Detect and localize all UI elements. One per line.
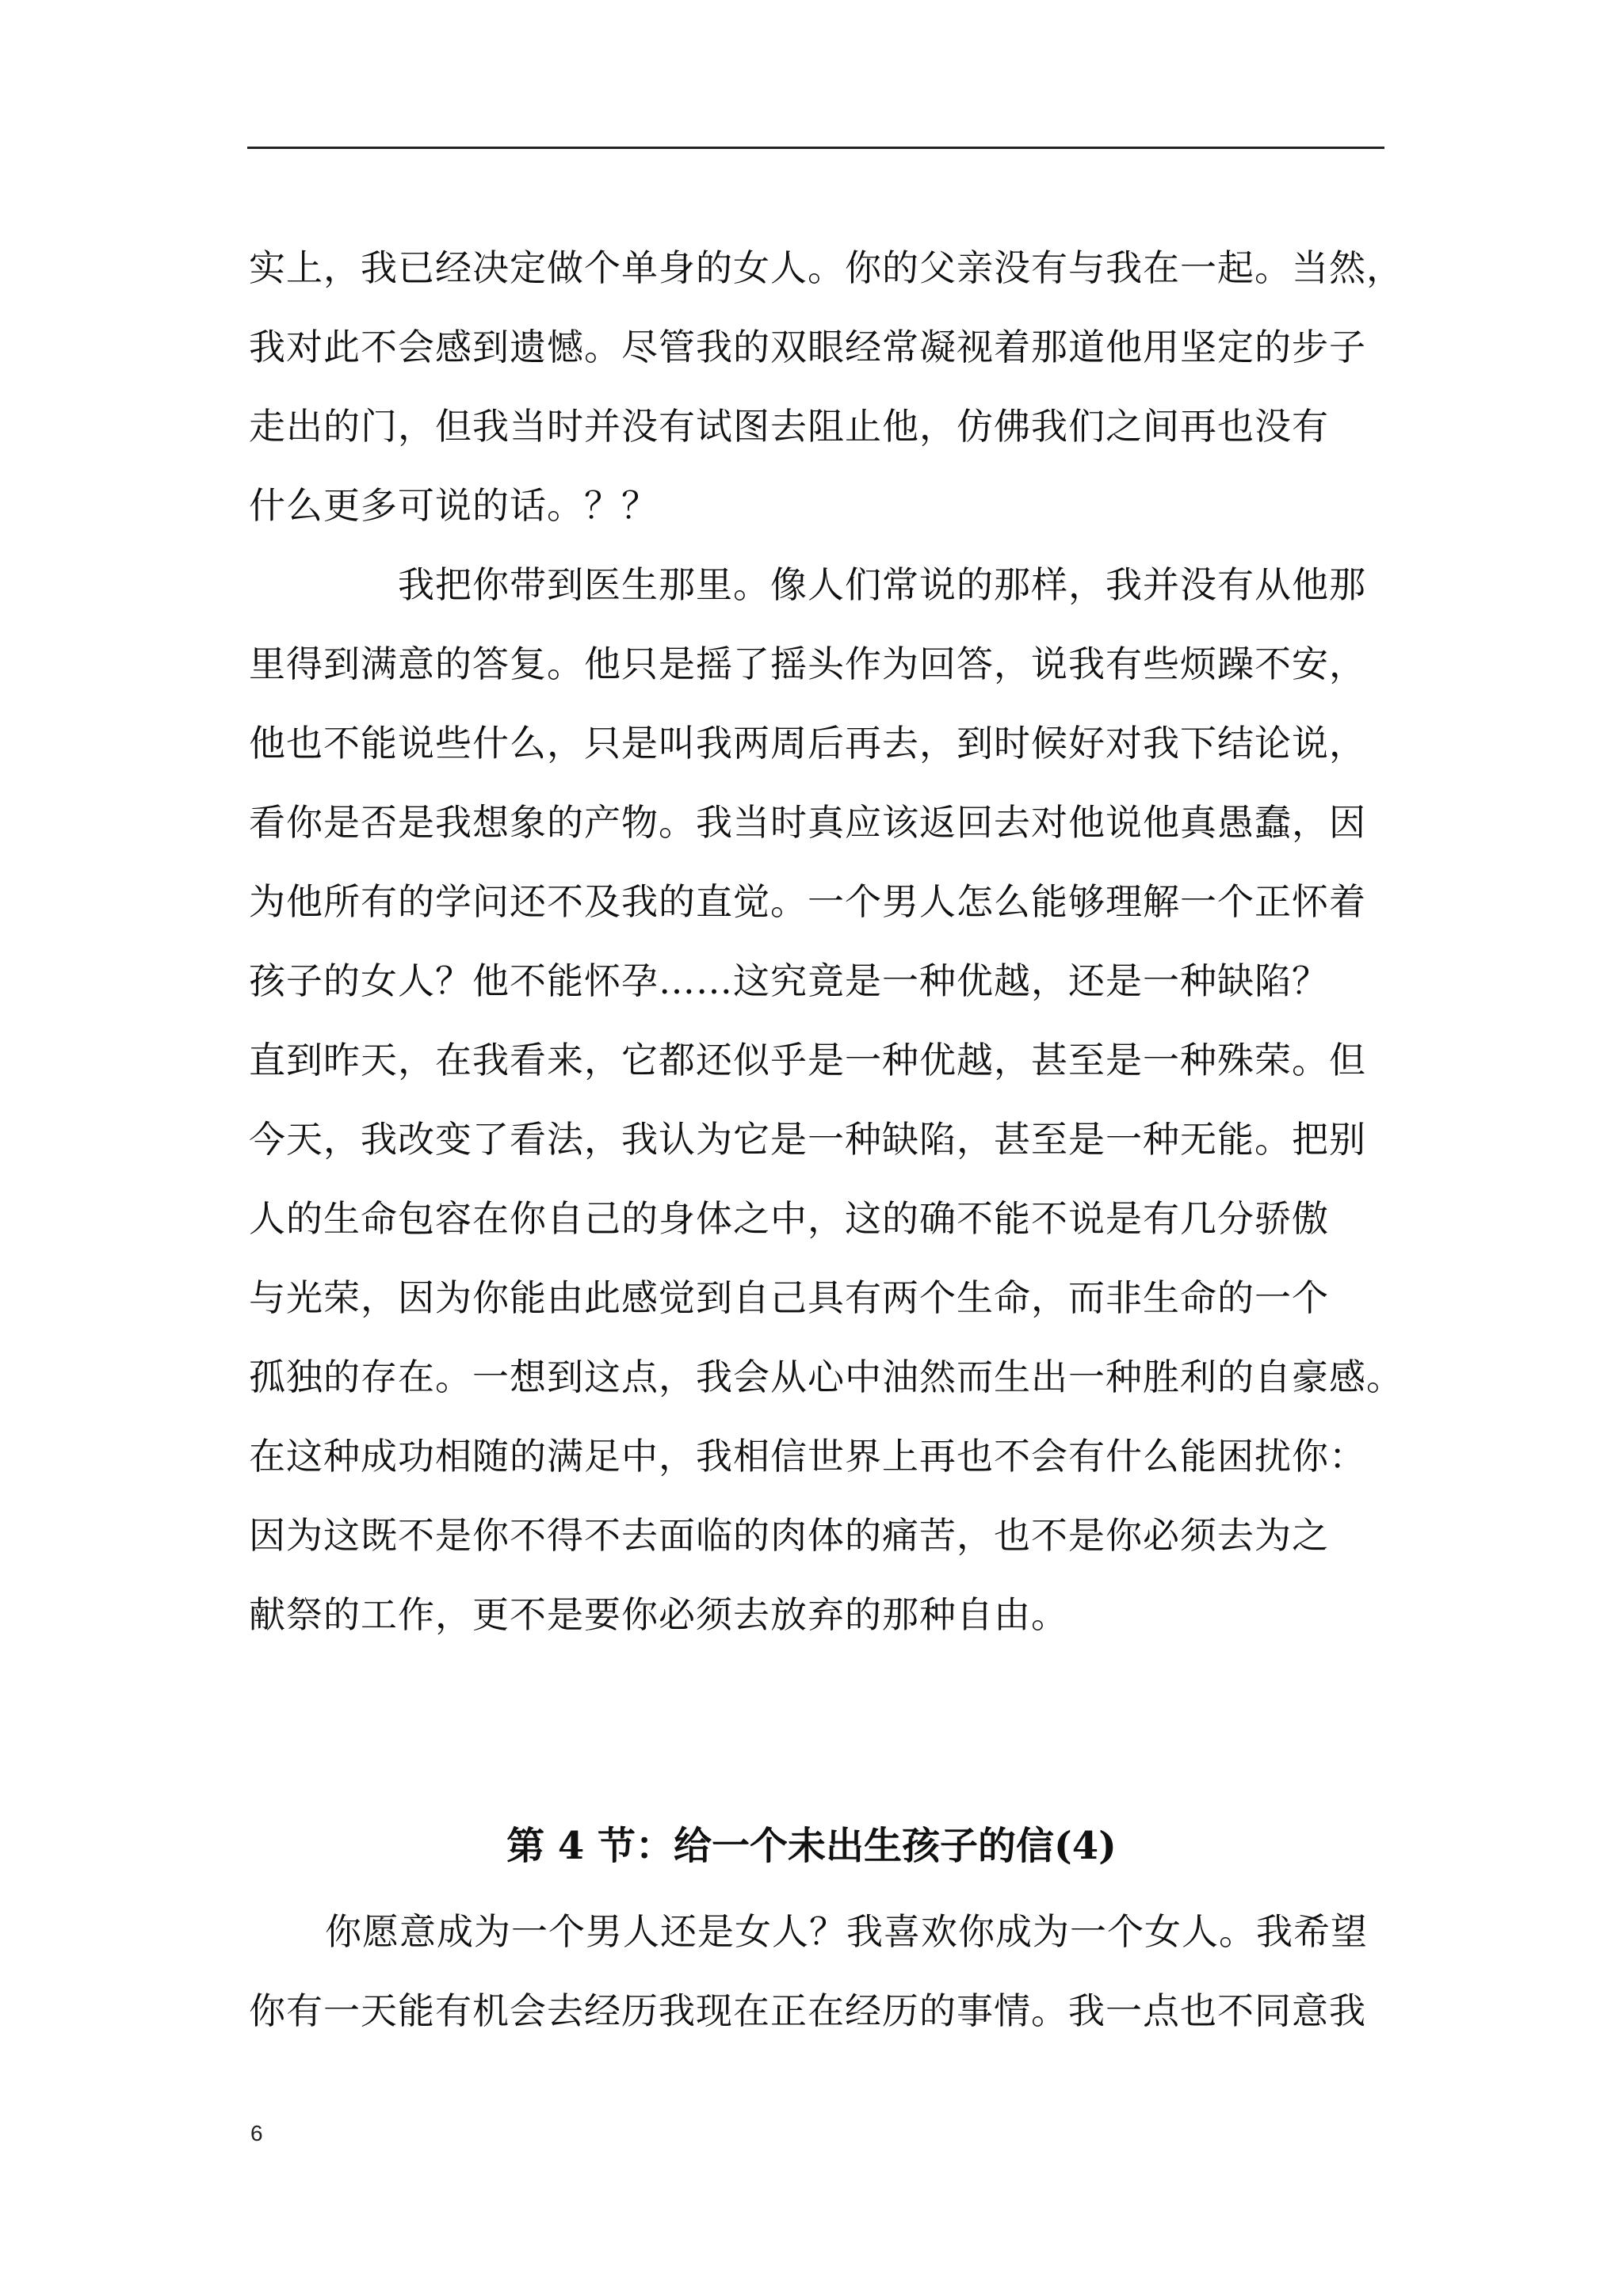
body-line: 走出的门，但我当时并没有试图去阻止他，仿佛我们之间再也没有 [249,405,1329,448]
header-rule [247,147,1384,149]
body-line-indented: 我把你带到医生那里。像人们常说的那样，我并没有从他那 [398,563,1366,606]
body-line: 他也不能说些什么，只是叫我两周后再去，到时候好对我下结论说， [249,722,1366,765]
body-line: 因为这既不是你不得不去面临的肉体的痛苦，也不是你必须去为之 [249,1514,1329,1557]
body-line: 什么更多可说的话。？？ [249,484,659,527]
body-line: 孤独的存在。一想到这点，我会从心中油然而生出一种胜利的自豪感。 [249,1356,1403,1398]
body-line: 实上，我已经决定做个单身的女人。你的父亲没有与我在一起。当然， [249,246,1403,289]
body-line: 与光荣，因为你能由此感觉到自己具有两个生命，而非生命的一个 [249,1276,1329,1319]
body-line: 直到昨天，在我看来，它都还似乎是一种优越，甚至是一种殊荣。但 [249,1039,1366,1081]
page-number: 6 [250,2121,263,2145]
body-line: 为他所有的学问还不及我的直觉。一个男人怎么能够理解一个正怀着 [249,880,1366,923]
body-line: 在这种成功相随的满足中，我相信世界上再也不会有什么能困扰你： [249,1435,1366,1478]
section-line: 你有一天能有机会去经历我现在正在经历的事情。我一点也不同意我 [249,1989,1366,2032]
section-heading: 第 4 节：给一个未出生孩子的信(4) [506,1824,1117,1868]
body-line: 献祭的工作，更不是要你必须去放弃的那种自由。 [249,1593,1068,1636]
section-line-indented: 你愿意成为一个男人还是女人？我喜欢你成为一个女人。我希望 [325,1910,1368,1953]
body-line: 今天，我改变了看法，我认为它是一种缺陷，甚至是一种无能。把别 [249,1118,1366,1161]
body-line: 孩子的女人？他不能怀孕……这究竟是一种优越，还是一种缺陷？ [249,959,1329,1002]
body-line: 里得到满意的答复。他只是摇了摇头作为回答，说我有些烦躁不安， [249,643,1366,685]
body-line: 我对此不会感到遗憾。尽管我的双眼经常凝视着那道他用坚定的步子 [249,326,1366,368]
body-line: 看你是否是我想象的产物。我当时真应该返回去对他说他真愚蠢，因 [249,801,1366,844]
body-line: 人的生命包容在你自己的身体之中，这的确不能不说是有几分骄傲 [249,1197,1329,1240]
